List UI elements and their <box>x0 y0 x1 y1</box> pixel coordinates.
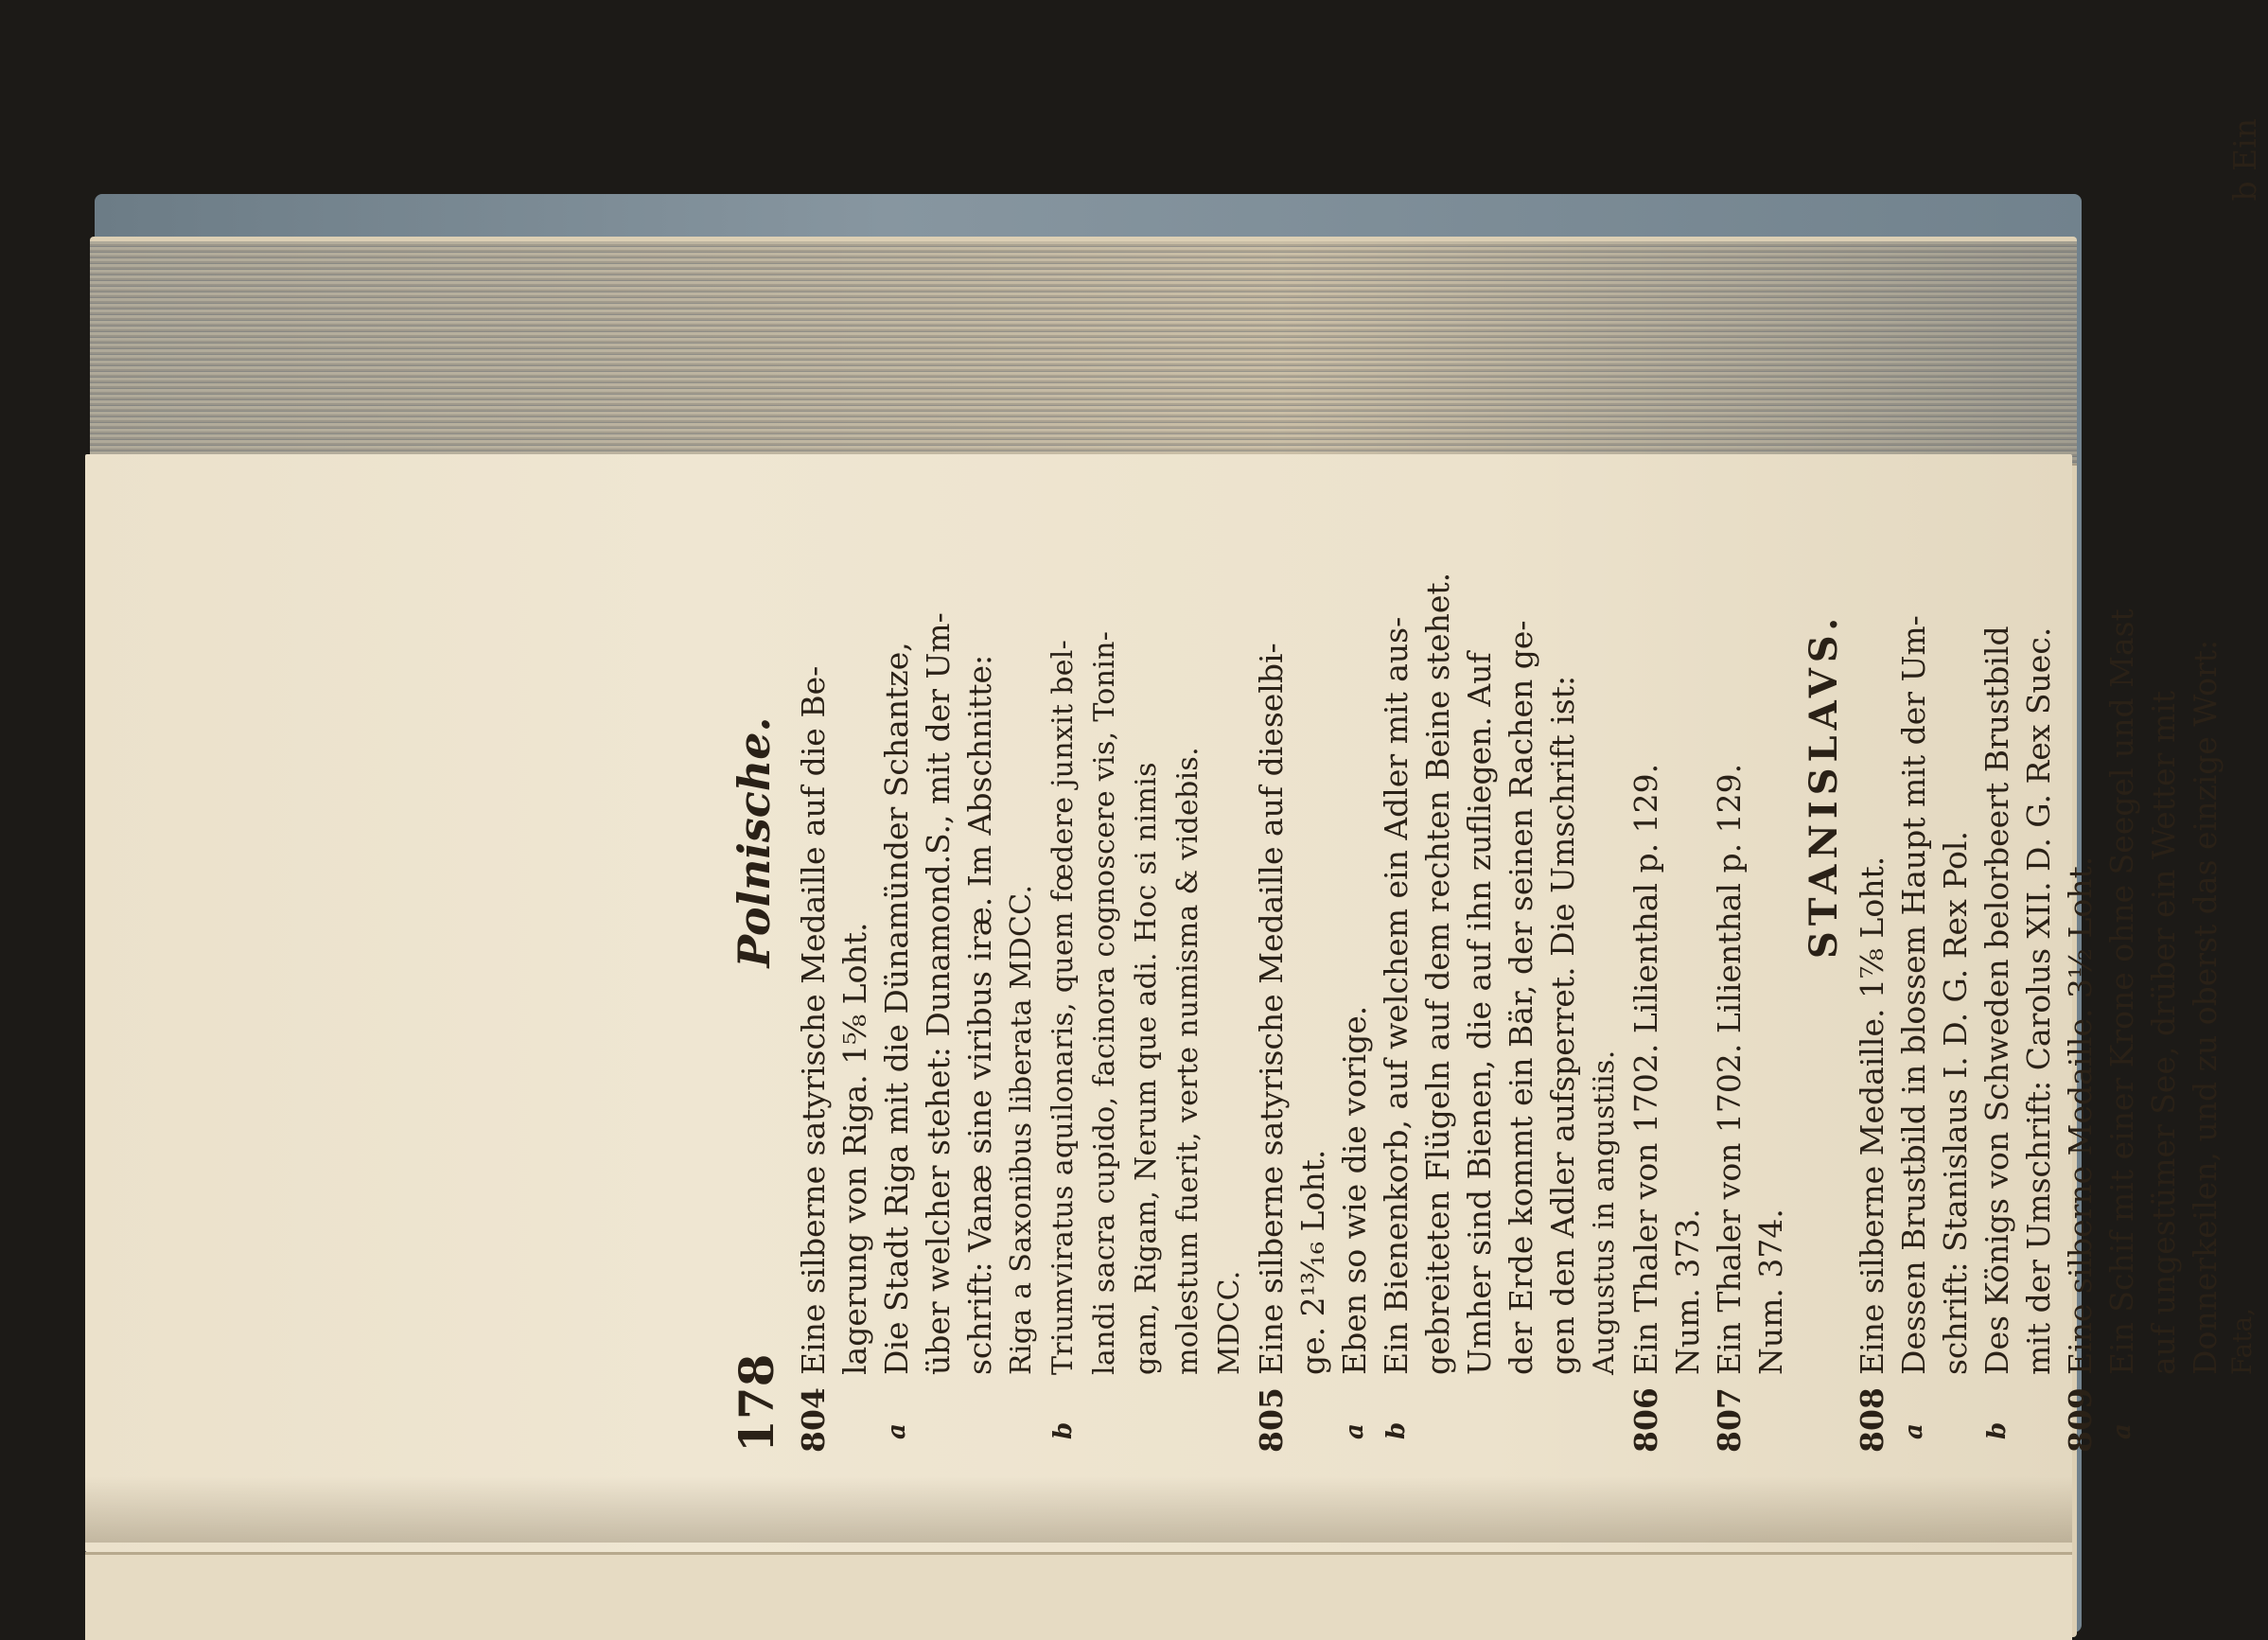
catchword-left: Fata, <box>2226 1307 2258 1375</box>
entry-line: Des Königs von Schweden belorbeert Brustbild <box>1978 626 2015 1375</box>
entry-line: über welcher stehet: Dunamond.S., mit der Um- <box>920 612 957 1375</box>
entry-line: Num. 373. <box>1669 1208 1706 1375</box>
entry-label: a <box>883 1423 911 1439</box>
entry-line: Donnerkeilen, und zu oberst das einzige Wort: <box>2187 639 2224 1375</box>
page-header <box>729 118 785 1453</box>
entry-line: gebreiteten Flügeln auf dem rechten Beine stehet. <box>1419 572 1456 1375</box>
entry-line: ge. 2¹³⁄₁₆ Loht. <box>1294 1149 1331 1375</box>
catalog-entry <box>1251 118 1334 1453</box>
facing-page-edge <box>85 1552 2072 1640</box>
entry-line: Eben so wie die vorige. <box>1336 1005 1373 1375</box>
entry-line: Num. 374. <box>1752 1208 1789 1375</box>
catalog-entry <box>1709 118 1792 1453</box>
entry-line: Eine silberne satyrische Medaille auf dieselbi- <box>1253 643 1290 1375</box>
entry-label: 808 <box>1854 1387 1890 1453</box>
entry-line: auf ungestümer See, drüber ein Wetter mit <box>2145 690 2182 1375</box>
entry-line: lagerung von Riga. 1⅝ Loht. <box>836 922 873 1375</box>
entry-line: Riga a Saxonibus liberata MDCC. <box>1005 884 1038 1375</box>
running-title: Polnische. <box>729 716 780 968</box>
entry-continuation <box>1584 118 1626 1453</box>
entry-line: landi sacra cupido, facinora cognoscere vis, Tonin- <box>1088 630 1121 1375</box>
entry-line: Ein Schif mit einer Krone ohne Seegel und Mast <box>2103 608 2140 1375</box>
entry-label: a <box>1341 1423 1369 1439</box>
entry-line: Dessen Brustbild in blossem Haupt mit der Um- <box>1895 615 1932 1375</box>
catalog-entries <box>793 118 1792 1453</box>
entry-line: Ein Thaler von 1702. Lilienthal p. 129. <box>1711 763 1748 1375</box>
entry-line: der Erde kommt ein Bär, der seinen Rachen ge- <box>1503 620 1539 1375</box>
entry-continuation <box>1001 118 1043 1453</box>
entry-line: gam, Rigam, Nerum que adi. Hoc si nimis <box>1130 762 1163 1375</box>
entry-line: molestum fuerit, verte numisma & videbis. <box>1171 747 1204 1375</box>
catalog-entry <box>2060 118 2101 1453</box>
entry-label: b <box>1049 1421 1078 1439</box>
entry-label: a <box>1900 1423 1928 1439</box>
entry-line: Augustus in angustiis. <box>1588 1049 1621 1375</box>
entry-line: Eine silberne Medaille. 3½ Loht. <box>2062 855 2099 1375</box>
entry-line: Ein Thaler von 1702. Lilienthal p. 129. <box>1627 763 1664 1375</box>
entry-side <box>1043 118 1251 1453</box>
entry-line: MDCC. <box>1213 1270 1246 1375</box>
entry-line: gen den Adler aufsperret. Die Umschrift ist: <box>1544 675 1581 1375</box>
entry-line: Eine silberne satyrische Medaille auf die Be- <box>795 665 832 1375</box>
page-text-block <box>729 118 2263 1453</box>
entry-side <box>1893 118 1977 1453</box>
entry-label: 805 <box>1253 1387 1290 1453</box>
entry-side <box>2101 118 2226 1453</box>
entry-line: Triumviratus aquilonaris, quem fœdere junxit bel- <box>1046 639 1080 1375</box>
entry-side <box>1334 118 1376 1453</box>
entry-line: mit der Umschrift: Carolus XII. D. G. Rex Suec. <box>2020 626 2057 1375</box>
entry-line: schrift: Vanæ sine viribus iræ. Im Abschnitte: <box>961 654 998 1375</box>
entry-label: 806 <box>1627 1387 1664 1453</box>
entry-line: Die Stadt Riga mit die Dünamünder Schantze, <box>878 642 915 1375</box>
entry-side <box>876 118 1001 1453</box>
entry-label: 807 <box>1711 1387 1748 1453</box>
entry-side <box>1376 118 1584 1453</box>
catalog-entry <box>1852 118 1893 1453</box>
entry-line: Ein Bienenkorb, auf welchem ein Adler mit aus- <box>1378 616 1415 1375</box>
entry-line: Umher sind Bienen, die auf ihn zufliegen. Auf <box>1461 652 1498 1375</box>
catalog-entry <box>1626 118 1709 1453</box>
section-heading: STANISLAVS. <box>1802 611 1846 960</box>
entry-label: 809 <box>2062 1387 2099 1453</box>
entry-label: b <box>1382 1421 1411 1439</box>
entry-label: a <box>2108 1423 2136 1439</box>
entry-line: schrift: Stanislaus I. D. G. Rex Pol. <box>1937 831 1974 1375</box>
page-number: 178 <box>729 1353 784 1453</box>
catalog-entries-stanislaus <box>1852 118 2226 1453</box>
catalog-entry <box>793 118 876 1453</box>
entry-label: b <box>1983 1421 2012 1439</box>
entry-side <box>1977 118 2060 1453</box>
entry-line: Eine silberne Medaille. 1⅞ Loht. <box>1854 855 1890 1375</box>
gutter-shadow <box>85 1476 2072 1543</box>
entry-label: 804 <box>795 1387 832 1453</box>
catchword-right: b Ein <box>2226 118 2263 202</box>
catchword-row <box>2226 118 2268 1453</box>
